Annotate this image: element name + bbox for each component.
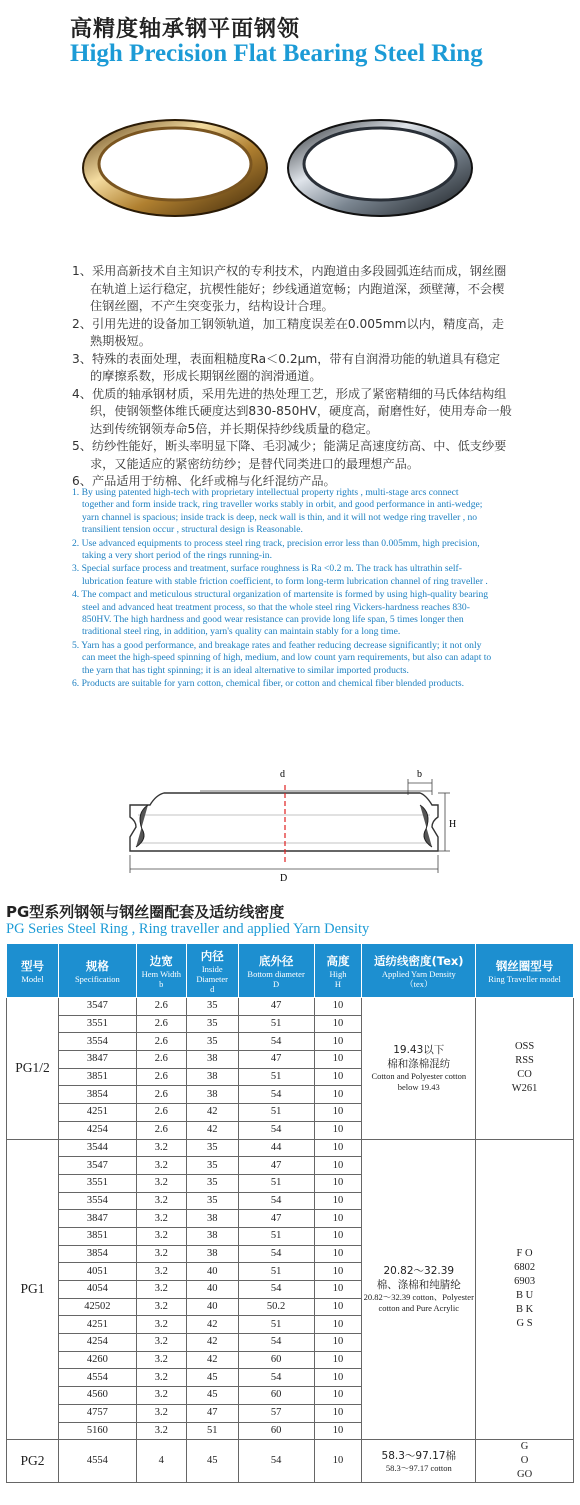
- table-cell: 10: [314, 1015, 362, 1033]
- table-cell: 10: [314, 1086, 362, 1104]
- feature-en-1: 1. By using patented high-tech with proprietary intellectual property rights , multi-stage arcs connect together and form inside track, ring traveller works stably in orbit, and good performance in anti-wedge; yarn channel is spacious; inside track is deep, neck wall is thin, and it will not wedge ring traveller , no transilient tension occur , structural design is Reasonable.: [72, 487, 483, 536]
- table-cell: 42: [186, 1334, 238, 1352]
- column-header: [476, 944, 574, 998]
- table-cell: 42502: [58, 1298, 136, 1316]
- table-cell: 51: [238, 1227, 314, 1245]
- column-header: [7, 944, 59, 998]
- table-cell: 54: [238, 1192, 314, 1210]
- table-cell: 3.2: [136, 1422, 186, 1440]
- table-cell: 10: [314, 1227, 362, 1245]
- column-header: [238, 944, 314, 998]
- table-cell: 54: [238, 1245, 314, 1263]
- traveller-model: CO: [517, 1069, 532, 1081]
- table-cell: 54: [238, 1281, 314, 1299]
- column-header-en: Hem Width: [141, 968, 181, 979]
- table-cell: 45: [186, 1440, 238, 1483]
- ring-cross-section-diagram: [120, 765, 460, 885]
- feature-en-5: 5. Yarn has a good performance, and breakage rates and feather reducing decrease significantly; it not only can meet the high-speed spinning of high, medium, and low count yarn requirements, but also can adapt to the yarn that has tight spinning; it is an ideal alternative to similar imported products.: [72, 639, 492, 676]
- table-cell: 4: [136, 1440, 186, 1483]
- traveller-model: W261: [511, 1083, 538, 1095]
- table-cell: 54: [238, 1086, 314, 1104]
- traveller-model: G: [520, 1441, 529, 1453]
- column-header-symbol: d: [210, 983, 215, 994]
- column-header-en: Applied Yarn Density: [381, 968, 456, 979]
- table-cell: 10: [314, 1422, 362, 1440]
- table-cell: 47: [238, 1157, 314, 1175]
- table-cell: 4554: [58, 1440, 136, 1483]
- table-cell: 3854: [58, 1086, 136, 1104]
- table-cell: 42: [186, 1316, 238, 1334]
- table-cell: 5160: [58, 1422, 136, 1440]
- table-cell: 4260: [58, 1351, 136, 1369]
- table-cell: 47: [238, 1210, 314, 1228]
- feature-en-4: 4. The compact and meticulous structural organization of martensite is formed by using high-quality bearing steel and advanced heat treatment process, so that the whole steel ring Vickers-hardness reaches 830-850HV. The high hardness and good wear resistance can provide long life span, 5 times longer then traditional steel ring, in addition, yarn's quality can maintain stably for a long time.: [72, 589, 489, 638]
- table-cell: 42: [186, 1121, 238, 1139]
- table-cell: 3.2: [136, 1139, 186, 1157]
- table-cell: 45: [186, 1387, 238, 1405]
- table-cell: 35: [186, 1192, 238, 1210]
- traveller-model: B U: [515, 1290, 534, 1302]
- table-cell: 60: [238, 1422, 314, 1440]
- spec-table: [6, 943, 574, 1483]
- diagram-label-d: d: [280, 769, 285, 780]
- features-list-en: [72, 487, 492, 692]
- table-cell: 10: [314, 1351, 362, 1369]
- table-row: [7, 1440, 574, 1483]
- table-title-en: PG Series Steel Ring , Ring traveller and applied Yarn Density: [6, 921, 370, 937]
- feature-cn-2: 2、引用先进的设备加工钢领轨道，加工精度误差在0.005mm以内，精度高，走熟期极短。: [72, 316, 505, 348]
- table-cell: 10: [314, 1104, 362, 1122]
- table-cell: 4254: [58, 1334, 136, 1352]
- column-header-symbol: D: [273, 978, 280, 989]
- table-cell: 3851: [58, 1068, 136, 1086]
- table-cell: 51: [238, 1068, 314, 1086]
- table-cell: 3547: [58, 998, 136, 1016]
- table-cell: 47: [238, 1051, 314, 1069]
- table-cell: 3544: [58, 1139, 136, 1157]
- table-cell: 51: [238, 1263, 314, 1281]
- table-cell: 2.6: [136, 1086, 186, 1104]
- yarn-density-cell: [362, 1139, 476, 1440]
- column-header: [314, 944, 362, 998]
- table-cell: 10: [314, 1334, 362, 1352]
- table-cell: 38: [186, 1068, 238, 1086]
- table-cell: 42: [186, 1104, 238, 1122]
- traveller-model: 6903: [514, 1276, 536, 1288]
- column-header-en: High: [329, 968, 347, 979]
- table-cell: 2.6: [136, 1121, 186, 1139]
- table-cell: 35: [186, 1157, 238, 1175]
- table-cell: 3.2: [136, 1351, 186, 1369]
- feature-cn-4: 4、优质的轴承钢材质，采用先进的热处理工艺，形成了紧密精细的马氏体结构组织，使钢领整体维氏硬度达到830-850HV，硬度高，耐磨性好，使用寿命一般达到传统钢领寿命5倍，并长期保持纱线质量的稳定。: [72, 386, 512, 436]
- table-cell: 40: [186, 1263, 238, 1281]
- table-cell: 4554: [58, 1369, 136, 1387]
- table-cell: 2.6: [136, 1015, 186, 1033]
- table-cell: 10: [314, 1404, 362, 1422]
- table-cell: 3.2: [136, 1404, 186, 1422]
- table-cell: 40: [186, 1281, 238, 1299]
- table-cell: 35: [186, 998, 238, 1016]
- table-cell: 40: [186, 1298, 238, 1316]
- table-cell: 38: [186, 1086, 238, 1104]
- table-cell: 38: [186, 1051, 238, 1069]
- table-cell: 3.2: [136, 1316, 186, 1334]
- table-cell: 54: [238, 1121, 314, 1139]
- table-cell: 10: [314, 1316, 362, 1334]
- table-cell: 45: [186, 1369, 238, 1387]
- traveller-model: 6802: [514, 1262, 536, 1274]
- diagram-label-H: H: [449, 819, 457, 830]
- table-cell: 3854: [58, 1245, 136, 1263]
- table-cell: 10: [314, 1245, 362, 1263]
- traveller-model-cell: [476, 998, 574, 1140]
- column-header-en: Ring Traveller model: [488, 973, 561, 984]
- table-cell: 10: [314, 1033, 362, 1051]
- column-header-cn: 适纺线密度(Tex): [374, 953, 464, 968]
- traveller-model: RSS: [515, 1055, 534, 1067]
- density-fiber-en: 20.82～32.39 cotton、Polyester cotton and Pure Acrylic: [363, 1292, 474, 1314]
- feature-cn-1: 1、采用高新技术自主知识产权的专利技术，内跑道由多段圆弧连结而成，钢丝圈在轨道上运行稳定，抗楔性能好；纱线通道宽畅；内跑道深，颈壁薄，不会楔住钢丝圈，不产生突变张力，结构设计合理。: [72, 264, 507, 313]
- yarn-density-cell: [362, 1440, 476, 1483]
- table-cell: 2.6: [136, 998, 186, 1016]
- table-cell: 51: [238, 1174, 314, 1192]
- column-header-symbol: b: [159, 978, 164, 989]
- table-cell: 4051: [58, 1263, 136, 1281]
- column-header-cn: 规格: [85, 958, 109, 973]
- table-cell: 10: [314, 1298, 362, 1316]
- traveller-model: F O: [516, 1248, 533, 1260]
- density-range: 58.3～97.17棉: [381, 1449, 456, 1462]
- table-cell: 10: [314, 1174, 362, 1192]
- column-header: [186, 944, 238, 998]
- table-cell: 3554: [58, 1033, 136, 1051]
- table-cell: 3.2: [136, 1174, 186, 1192]
- table-cell: 10: [314, 1440, 362, 1483]
- table-cell: 35: [186, 1139, 238, 1157]
- table-cell: 2.6: [136, 1033, 186, 1051]
- table-cell: 44: [238, 1139, 314, 1157]
- table-cell: 54: [238, 1440, 314, 1483]
- table-cell: 10: [314, 1068, 362, 1086]
- traveller-model: B K: [515, 1304, 534, 1316]
- feature-cn-6: 6、产品适用于纺棉、化纤或棉与化纤混纺产品。: [72, 474, 336, 488]
- table-cell: 3851: [58, 1227, 136, 1245]
- model-cell: PG1/2: [7, 998, 59, 1140]
- table-cell: 3.2: [136, 1334, 186, 1352]
- diagram-label-D: D: [280, 873, 288, 884]
- table-cell: 3847: [58, 1051, 136, 1069]
- density-fiber-cn: 棉和涤棉混纺: [387, 1058, 451, 1071]
- table-cell: 57: [238, 1404, 314, 1422]
- table-cell: 51: [238, 1104, 314, 1122]
- table-cell: 35: [186, 1174, 238, 1192]
- table-cell: 3.2: [136, 1192, 186, 1210]
- table-cell: 10: [314, 1263, 362, 1281]
- table-cell: 3.2: [136, 1157, 186, 1175]
- table-cell: 3.2: [136, 1245, 186, 1263]
- table-cell: 38: [186, 1227, 238, 1245]
- table-cell: 4254: [58, 1121, 136, 1139]
- column-header: [136, 944, 186, 998]
- density-fiber-cn: 棉、涤棉和纯腈纶: [376, 1279, 461, 1292]
- features-list-cn: [72, 263, 512, 491]
- table-cell: 3.2: [136, 1387, 186, 1405]
- column-header-cn: 内径: [200, 948, 224, 963]
- page-title-en: High Precision Flat Bearing Steel Ring: [70, 40, 483, 67]
- density-range: 19.43以下: [393, 1044, 445, 1057]
- table-cell: 54: [238, 1369, 314, 1387]
- density-fiber-en: Cotton and Polyester cotton below 19.43: [371, 1071, 467, 1093]
- feature-en-3: 3. Special surface process and treatment, surface roughness is Ra <0.2 m. The track has ultrathin self-lubrication feature with stable friction coefficient, to form long-term lubrication channel of ring traveller .: [72, 563, 488, 587]
- column-header-cn: 高度: [326, 953, 350, 968]
- table-cell: 2.6: [136, 1104, 186, 1122]
- table-cell: 3554: [58, 1192, 136, 1210]
- table-cell: 4251: [58, 1104, 136, 1122]
- traveller-model: O: [520, 1455, 529, 1467]
- traveller-model: GO: [516, 1469, 533, 1481]
- table-cell: 54: [238, 1033, 314, 1051]
- table-cell: 3547: [58, 1157, 136, 1175]
- table-cell: 10: [314, 1210, 362, 1228]
- feature-en-6: 6. Products are suitable for yarn cotton, chemical fiber, or cotton and chemical fiber blended products.: [72, 678, 465, 690]
- column-header: [58, 944, 136, 998]
- table-cell: 51: [186, 1422, 238, 1440]
- table-cell: 3.2: [136, 1281, 186, 1299]
- feature-en-2: 2. Use advanced equipments to process steel ring track, precision error less than 0.005mm, high precision, taking a very short period of the rings running-in.: [72, 537, 480, 562]
- table-cell: 60: [238, 1387, 314, 1405]
- yarn-density-cell: [362, 998, 476, 1140]
- table-cell: 50.2: [238, 1298, 314, 1316]
- column-header: [362, 944, 476, 998]
- steel-ring-image: [288, 120, 472, 216]
- table-cell: 47: [186, 1404, 238, 1422]
- table-cell: 42: [186, 1351, 238, 1369]
- table-cell: 51: [238, 1316, 314, 1334]
- traveller-model: OSS: [514, 1041, 535, 1053]
- diagram-label-b: b: [417, 769, 422, 780]
- column-header-cn: 型号: [20, 958, 44, 973]
- table-cell: 10: [314, 1192, 362, 1210]
- column-header-en: Model: [21, 973, 44, 984]
- column-header-cn: 底外径: [258, 953, 294, 968]
- density-fiber-en: 58.3～97.17 cotton: [385, 1462, 452, 1473]
- column-header-cn: 边宽: [149, 953, 173, 968]
- table-row: [7, 998, 574, 1016]
- table-cell: 60: [238, 1351, 314, 1369]
- traveller-model: G S: [516, 1318, 533, 1330]
- table-cell: 10: [314, 1369, 362, 1387]
- table-cell: 10: [314, 1121, 362, 1139]
- table-title-cn: PG型系列钢领与钢丝圈配套及适纺线密度: [6, 903, 285, 921]
- table-cell: 3551: [58, 1015, 136, 1033]
- table-cell: 54: [238, 1334, 314, 1352]
- gold-ring-image: [83, 120, 267, 216]
- table-cell: 10: [314, 1157, 362, 1175]
- product-photo: [80, 110, 480, 230]
- table-header-row: [7, 944, 574, 998]
- table-cell: 2.6: [136, 1051, 186, 1069]
- table-cell: 3847: [58, 1210, 136, 1228]
- table-cell: 3.2: [136, 1298, 186, 1316]
- density-range: 20.82～32.39: [383, 1265, 455, 1278]
- table-cell: 10: [314, 1387, 362, 1405]
- table-cell: 3.2: [136, 1210, 186, 1228]
- table-cell: 10: [314, 1139, 362, 1157]
- table-cell: 4251: [58, 1316, 136, 1334]
- column-header-en: Specification: [74, 973, 120, 984]
- column-header-en: Inside Diameter: [196, 963, 229, 984]
- table-cell: 38: [186, 1210, 238, 1228]
- table-cell: 35: [186, 1015, 238, 1033]
- feature-cn-3: 3、特殊的表面处理，表面粗糙度Ra＜0.2μm，带有自润滑功能的轨道具有稳定的摩擦系数，形成长期钢丝圈的润滑通道。: [72, 351, 501, 383]
- table-cell: 2.6: [136, 1068, 186, 1086]
- table-cell: 51: [238, 1015, 314, 1033]
- table-cell: 3.2: [136, 1369, 186, 1387]
- traveller-model-cell: [476, 1440, 574, 1483]
- column-header-en: Bottom diameter: [247, 968, 305, 979]
- model-cell: PG2: [7, 1440, 59, 1483]
- table-cell: 3.2: [136, 1263, 186, 1281]
- traveller-model-cell: [476, 1139, 574, 1440]
- table-cell: 35: [186, 1033, 238, 1051]
- table-cell: 47: [238, 998, 314, 1016]
- table-cell: 10: [314, 1051, 362, 1069]
- table-row: [7, 1139, 574, 1157]
- table-cell: 10: [314, 998, 362, 1016]
- table-cell: 4054: [58, 1281, 136, 1299]
- feature-cn-5: 5、纺纱性能好，断头率明显下降、毛羽减少；能满足高速度纺高、中、低支纱要求，又能适应的紧密纺纺纱；是替代同类进口的最理想产品。: [72, 439, 507, 471]
- table-cell: 3551: [58, 1174, 136, 1192]
- column-header-symbol: H: [334, 978, 342, 989]
- table-cell: 4757: [58, 1404, 136, 1422]
- table-cell: 10: [314, 1281, 362, 1299]
- table-cell: 4560: [58, 1387, 136, 1405]
- page-title-cn: 高精度轴承钢平面钢领: [70, 17, 301, 42]
- model-cell: PG1: [7, 1139, 59, 1440]
- table-cell: 38: [186, 1245, 238, 1263]
- column-header-symbol: （tex）: [405, 978, 433, 989]
- column-header-cn: 钢丝圈型号: [495, 958, 554, 973]
- table-cell: 3.2: [136, 1227, 186, 1245]
